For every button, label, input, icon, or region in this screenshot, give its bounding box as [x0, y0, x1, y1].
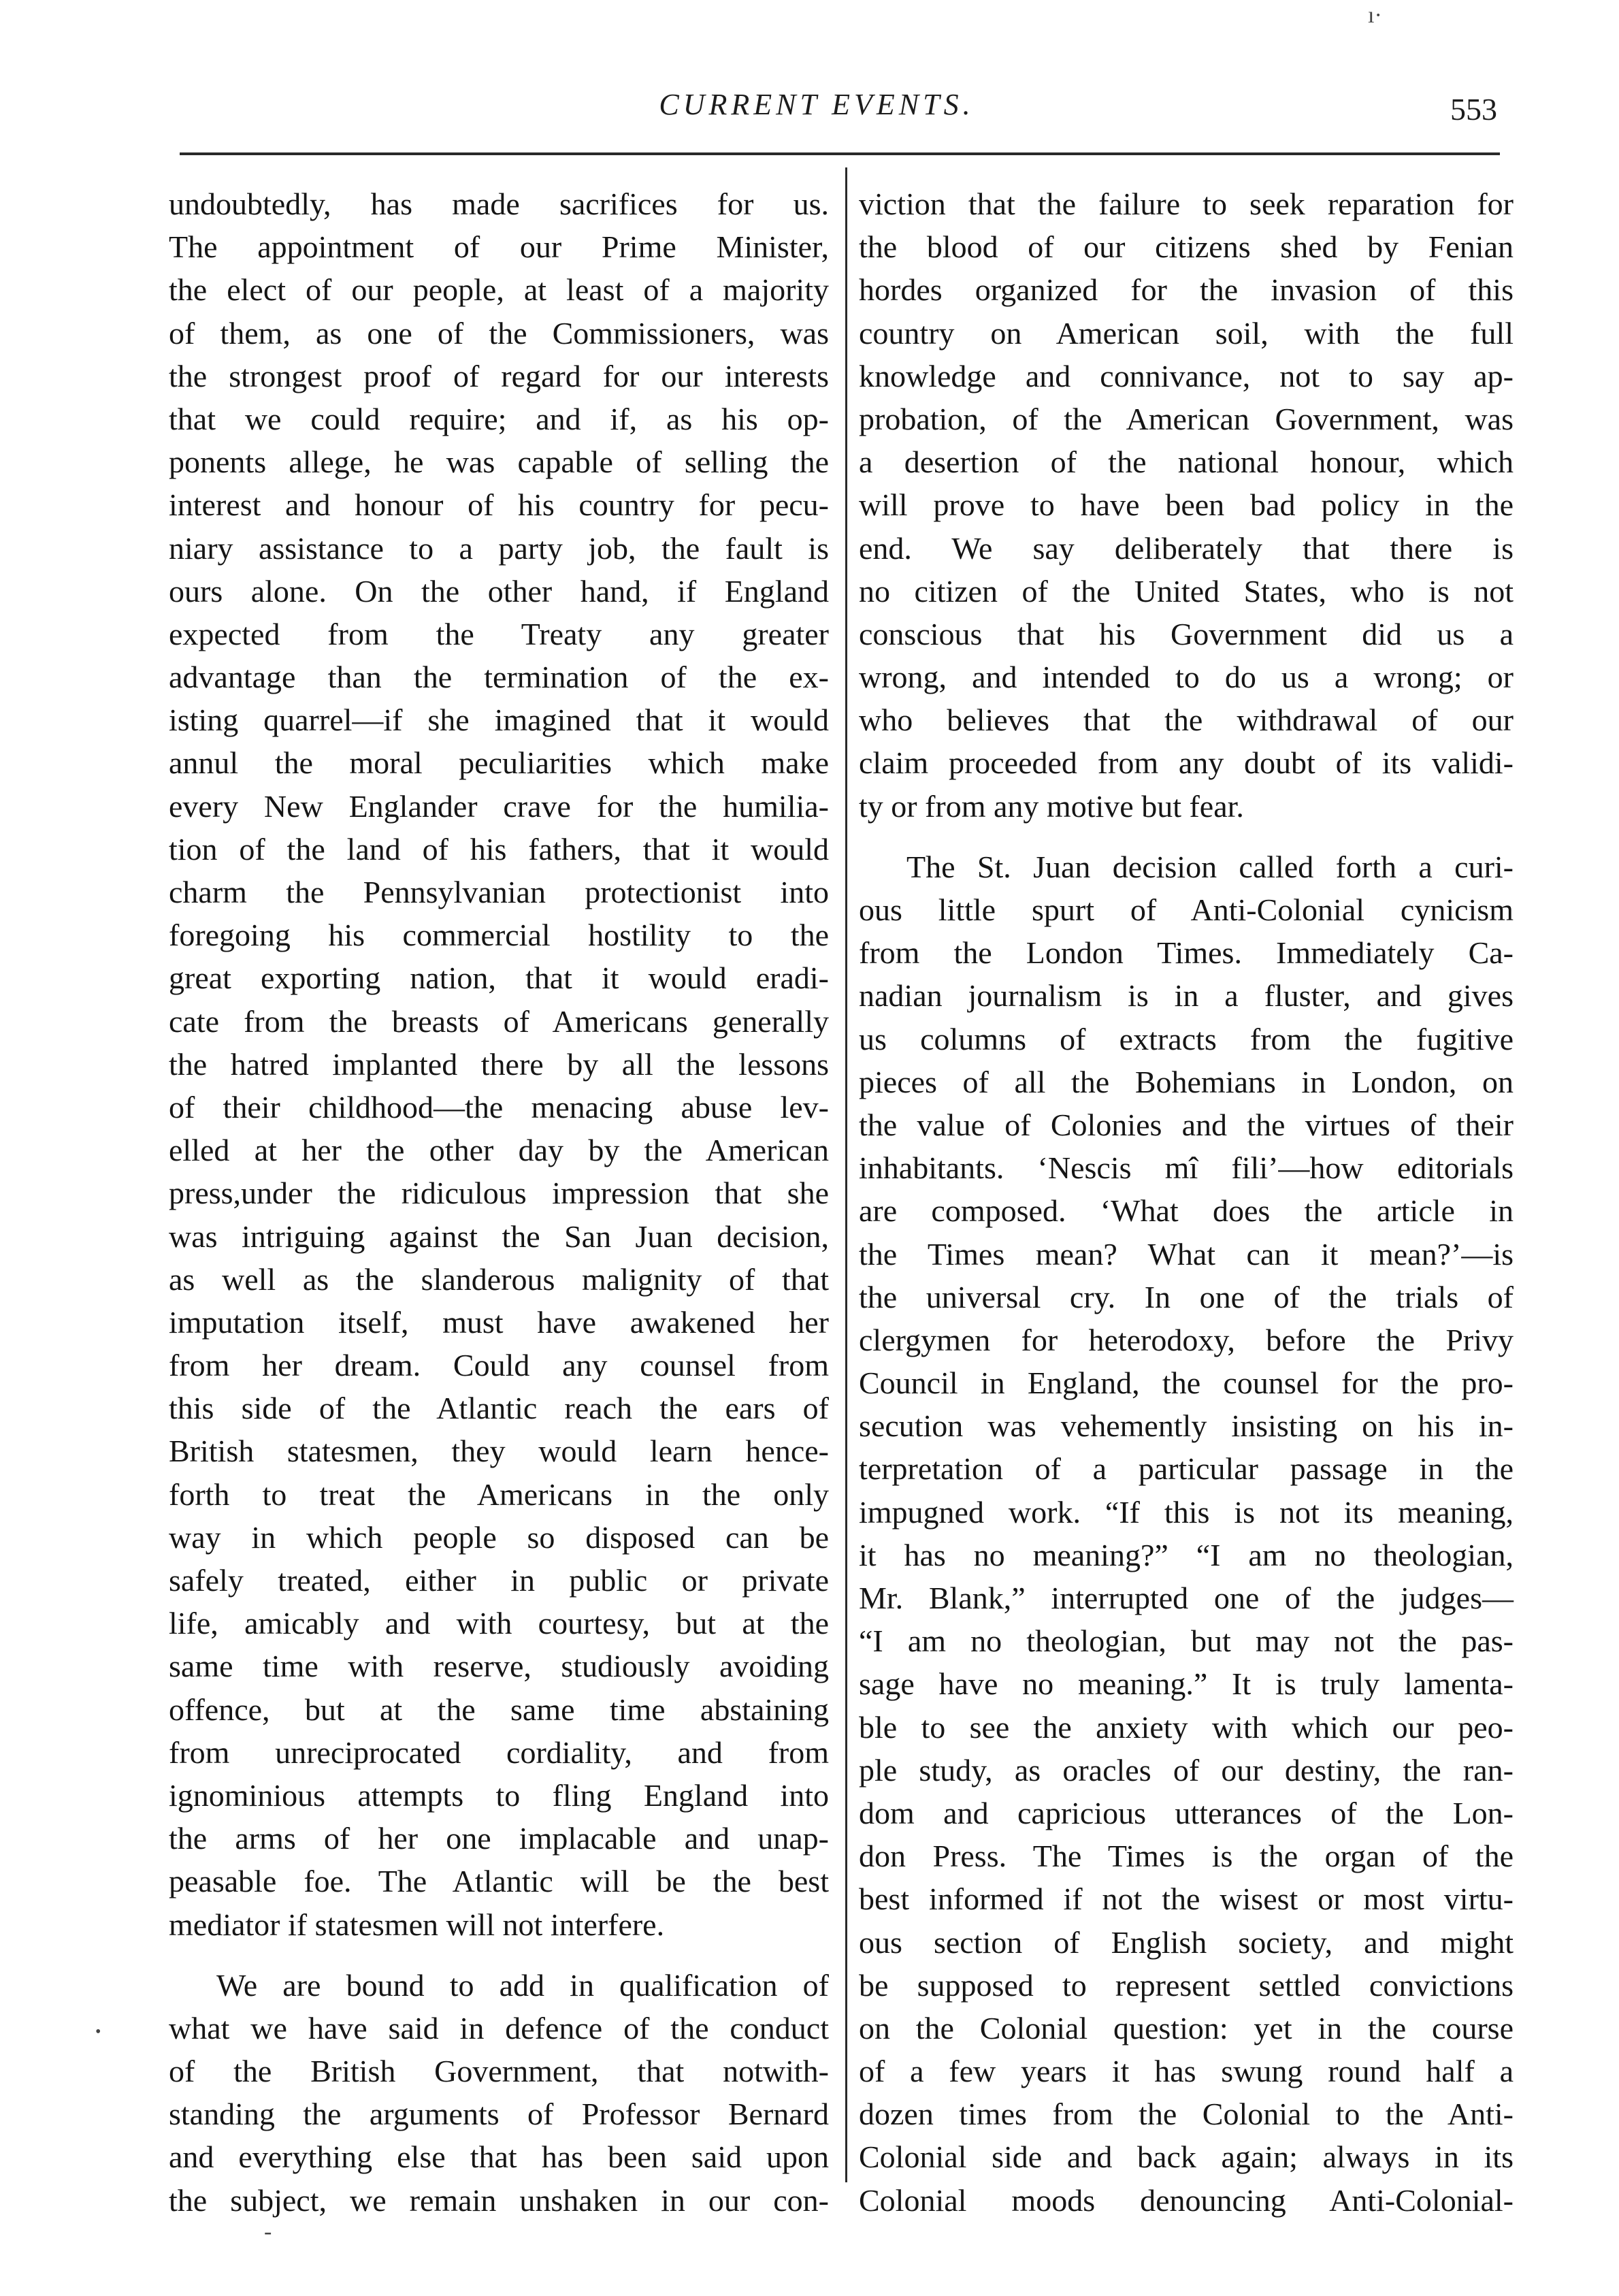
text-line: of them, as one of the Commissioners, was — [169, 315, 829, 351]
text-line: viction that the failure to seek reparation for — [859, 187, 1514, 221]
text-line: be supposed to represent settled convictions — [859, 1967, 1514, 2003]
text-line: dozen times from the Colonial to the Anti- — [859, 2097, 1514, 2132]
text-line: us columns of extracts from the fugitive — [859, 1021, 1514, 1056]
page-number: 553 — [1450, 92, 1497, 127]
right-paragraph-2 — [859, 845, 1514, 2222]
text-line: nadian journalism is in a fluster, and gives — [859, 978, 1514, 1014]
text-line: secution was vehemently insisting on his in- — [859, 1408, 1514, 1444]
text-line: ty or from any motive but fear. — [859, 788, 1244, 824]
text-line: undoubtedly, has made sacrifices for us. — [169, 187, 829, 221]
top-right-mark: ı· — [1368, 3, 1382, 28]
text-line: charm the Pennsylvanian protectionist into — [169, 875, 829, 909]
text-line: best informed if not the wisest or most virtu- — [859, 1881, 1514, 1917]
text-line: are composed. ‘What does the article in — [859, 1193, 1514, 1229]
text-line: of the British Government, that notwith- — [169, 2054, 829, 2089]
text-line: isting quarrel—if she imagined that it would — [169, 702, 829, 738]
text-line: from the London Times. Immediately Ca- — [859, 935, 1514, 971]
text-line: the value of Colonies and the virtues of their — [859, 1107, 1514, 1142]
text-line: Mr. Blank,” interrupted one of the judges— — [859, 1581, 1514, 1615]
text-line: the blood of our citizens shed by Fenian — [859, 229, 1514, 265]
text-line: country on American soil, with the full — [859, 315, 1514, 351]
text-line: from unreciprocated cordiality, and from — [169, 1734, 829, 1770]
text-line: ours alone. On the other hand, if England — [169, 573, 829, 609]
text-line: inhabitants. ‘Nescis mî fili’—how editorials — [859, 1150, 1514, 1186]
text-line: We are bound to add in qualification of — [216, 1967, 829, 2003]
text-line: who believes that the withdrawal of our — [859, 702, 1514, 738]
text-line: end. We say deliberately that there is — [859, 530, 1514, 566]
text-line: Colonial side and back again; always in its — [859, 2139, 1514, 2175]
text-line: impugned work. “If this is not its meaning, — [859, 1494, 1514, 1530]
column-divider — [845, 167, 847, 2182]
text-line: of a few years it has swung round half a — [859, 2054, 1514, 2089]
bottom-dash-mark: - — [264, 2219, 272, 2244]
text-line: clergymen for heterodoxy, before the Privy — [859, 1322, 1514, 1357]
text-line: conscious that his Government did us a — [859, 616, 1514, 651]
text-line: the subject, we remain unshaken in our con- — [169, 2182, 829, 2218]
text-line: ignominious attempts to fling England into — [169, 1777, 829, 1813]
paragraph-gap — [169, 1946, 829, 1964]
text-line: claim proceeded from any doubt of its validi- — [859, 745, 1514, 781]
text-line: as well as the slanderous malignity of that — [169, 1261, 829, 1297]
text-line: pieces of all the Bohemians in London, on — [859, 1064, 1514, 1099]
text-line: ble to see the anxiety with which our peo- — [859, 1709, 1514, 1745]
right-paragraph-1 — [859, 182, 1514, 828]
text-line: and everything else that has been said upon — [169, 2139, 829, 2175]
text-line: will prove to have been bad policy in the — [859, 487, 1514, 523]
text-line: standing the arguments of Professor Bernard — [169, 2097, 829, 2132]
left-paragraph-2 — [169, 1964, 829, 2222]
text-line: life, amicably and with courtesy, but at the — [169, 1606, 829, 1641]
text-line: it has no meaning?” “I am no theologian, — [859, 1537, 1514, 1572]
text-line: what we have said in defence of the conduct — [169, 2010, 829, 2046]
text-line: niary assistance to a party job, the fault is — [169, 530, 829, 566]
header-rule — [180, 152, 1500, 155]
text-line: tion of the land of his fathers, that it would — [169, 831, 829, 867]
text-line: no citizen of the United States, who is not — [859, 573, 1514, 609]
text-line: expected from the Treaty any greater — [169, 616, 829, 651]
text-line: terpretation of a particular passage in the — [859, 1451, 1514, 1487]
text-line: ponents allege, he was capable of selling the — [169, 444, 829, 480]
running-head — [163, 82, 1497, 136]
text-line: mediator if statesmen will not interfere. — [169, 1907, 665, 1942]
text-line: the strongest proof of regard for our interests — [169, 358, 829, 393]
text-line: the hatred implanted there by all the lessons — [169, 1046, 829, 1082]
text-line: probation, of the American Government, was — [859, 401, 1514, 436]
text-line: British statesmen, they would learn hence- — [169, 1434, 829, 1469]
text-line: The St. Juan decision called forth a curi- — [906, 849, 1514, 884]
text-line: ous section of English society, and might — [859, 1924, 1514, 1960]
text-line: hordes organized for the invasion of this — [859, 272, 1514, 308]
text-line: the universal cry. In one of the trials of — [859, 1279, 1514, 1314]
text-line: from her dream. Could any counsel from — [169, 1348, 829, 1383]
text-line: interest and honour of his country for pecu- — [169, 487, 829, 523]
text-line: foregoing his commercial hostility to the — [169, 918, 829, 953]
text-line: same time with reserve, studiously avoiding — [169, 1649, 829, 1684]
text-line: this side of the Atlantic reach the ears of — [169, 1391, 829, 1426]
text-line: Council in England, the counsel for the pro- — [859, 1365, 1514, 1401]
text-line: The appointment of our Prime Minister, — [169, 229, 829, 265]
text-line: cate from the breasts of Americans generally — [169, 1003, 829, 1039]
text-line: that we could require; and if, as his op- — [169, 401, 829, 436]
text-line: way in which people so disposed can be — [169, 1519, 829, 1555]
left-column — [169, 182, 829, 2222]
running-title: CURRENT EVENTS. — [659, 88, 975, 121]
text-line: press,under the ridiculous impression that she — [169, 1176, 829, 1211]
text-line: wrong, and intended to do us a wrong; or — [859, 660, 1514, 695]
text-line: a desertion of the national honour, which — [859, 444, 1514, 480]
text-line: forth to treat the Americans in the only — [169, 1476, 829, 1512]
text-line: annul the moral peculiarities which make — [169, 745, 829, 781]
text-line: offence, but at the same time abstaining — [169, 1692, 829, 1727]
text-line: knowledge and connivance, not to say ap- — [859, 358, 1514, 393]
text-line: sage have no meaning.” It is truly lamenta- — [859, 1666, 1514, 1702]
right-column — [859, 182, 1514, 2222]
text-line: the elect of our people, at least of a majority — [169, 272, 829, 308]
text-line: dom and capricious utterances of the Lon- — [859, 1795, 1514, 1830]
text-line: Colonial moods denouncing Anti-Colonial- — [859, 2182, 1514, 2218]
text-line: the Times mean? What can it mean?’—is — [859, 1236, 1514, 1272]
text-line: ous little spurt of Anti-Colonial cynicism — [859, 892, 1514, 927]
text-line: safely treated, either in public or private — [169, 1563, 829, 1598]
text-line: “I am no theologian, but may not the pas- — [859, 1623, 1514, 1659]
left-paragraph-1 — [169, 182, 829, 1946]
text-line: ple study, as oracles of our destiny, the ran- — [859, 1752, 1514, 1788]
text-line: was intriguing against the San Juan decision, — [169, 1218, 829, 1254]
text-line: of their childhood—the menacing abuse lev- — [169, 1089, 829, 1125]
text-line: every New Englander crave for the humilia- — [169, 788, 829, 824]
text-line: elled at her the other day by the American — [169, 1133, 829, 1168]
text-line: on the Colonial question: yet in the course — [859, 2010, 1514, 2046]
text-line: peasable foe. The Atlantic will be the best — [169, 1864, 829, 1899]
text-line: imputation itself, must have awakened her — [169, 1304, 829, 1340]
text-line: great exporting nation, that it would eradi- — [169, 960, 829, 996]
text-line: the arms of her one implacable and unap- — [169, 1821, 829, 1856]
left-margin-dot: • — [95, 2023, 101, 2041]
text-line: advantage than the termination of the ex- — [169, 660, 829, 695]
paragraph-gap — [859, 828, 1514, 845]
text-line: don Press. The Times is the organ of the — [859, 1839, 1514, 1874]
